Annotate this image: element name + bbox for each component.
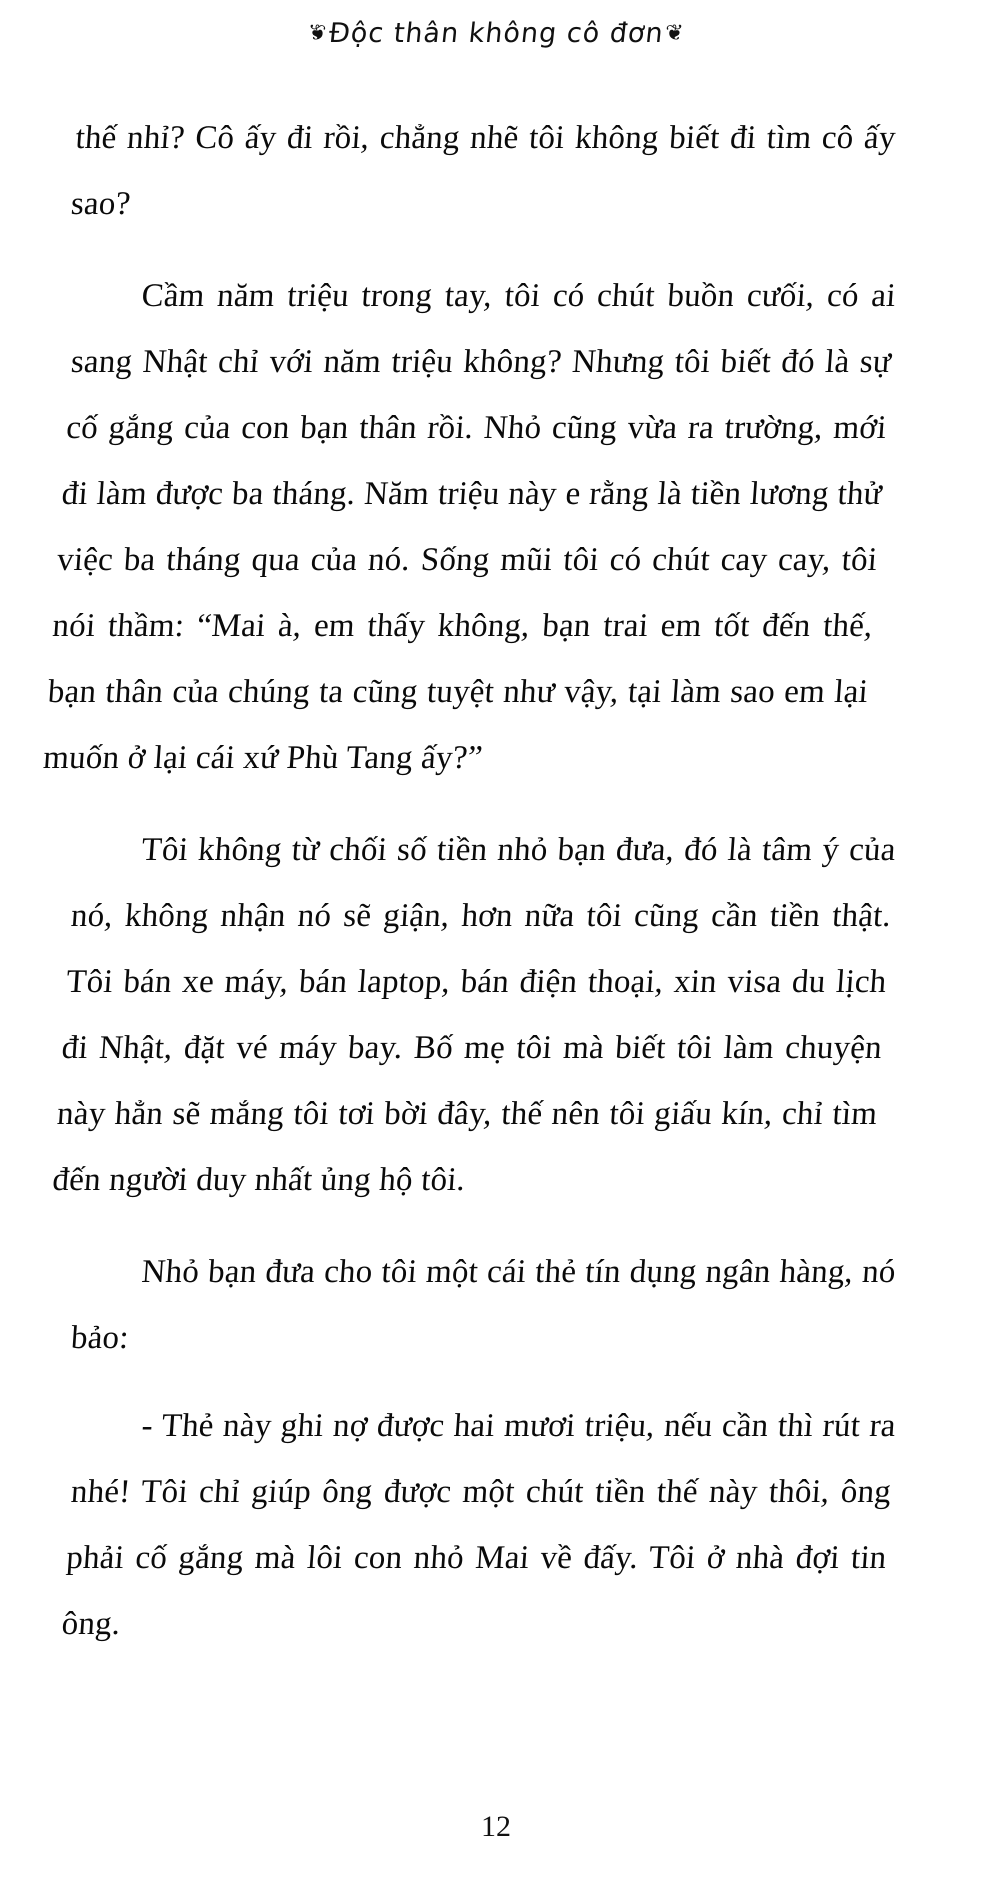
paragraph: Nhỏ bạn đưa cho tôi một cái thẻ tín dụng ngân hàng, nó bảo: <box>69 1254 897 1356</box>
paragraph: Cầm năm triệu trong tay, tôi có chút buồn cưối, có ai sang Nhật chỉ với năm triệu không? Nhưng tôi biết đó là sự cố gắng của con bạn thân rồi. Nhỏ cũng vừa ra trường, mới đi làm được ba tháng. Năm triệu này e rằng là tiền lương thử việc ba tháng qua của nó. Sống mũi tôi có chút cay cay, tôi nói thầm: “Mai à, em thấy không, bạn trai em tốt đến thế, bạn thân của chúng ta cũng tuyệt như vậy, tại làm sao em lại muốn ở lại cái xứ Phù Tang ấy?” <box>42 278 897 776</box>
paragraph: - Thẻ này ghi nợ được hai mươi triệu, nếu cần thì rút ra nhé! Tôi chỉ giúp ông được một chút tiền thế này thôi, ông phải cố gắng mà lôi con nhỏ Mai về đấy. Tôi ở nhà đợi tin ông. <box>60 1408 897 1642</box>
page-number: 12 <box>481 1810 511 1843</box>
floral-ornament-icon: ❦ <box>307 21 327 46</box>
running-head-title: Độc thân không cô đơn <box>327 18 665 49</box>
paragraph: Tôi không từ chối số tiền nhỏ bạn đưa, đó là tâm ý của nó, không nhận nó sẽ giận, hơn nữa tôi cũng cần tiền thật. Tôi bán xe máy, bán laptop, bán điện thoại, xin visa du lịch đi Nhật, đặt vé máy bay. Bố mẹ tôi mà biết tôi làm chuyện này hẳn sẽ mắng tôi tơi bời đây, thế nên tôi giấu kín, chỉ tìm đến người duy nhất ủng hộ tôi. <box>51 832 897 1198</box>
running-head <box>0 18 992 49</box>
floral-ornament-icon: ❦ <box>665 21 685 46</box>
body-text <box>42 105 898 1683</box>
paragraph: thế nhỉ? Cô ấy đi rồi, chẳng nhẽ tôi không biết đi tìm cô ấy sao? <box>69 120 897 222</box>
